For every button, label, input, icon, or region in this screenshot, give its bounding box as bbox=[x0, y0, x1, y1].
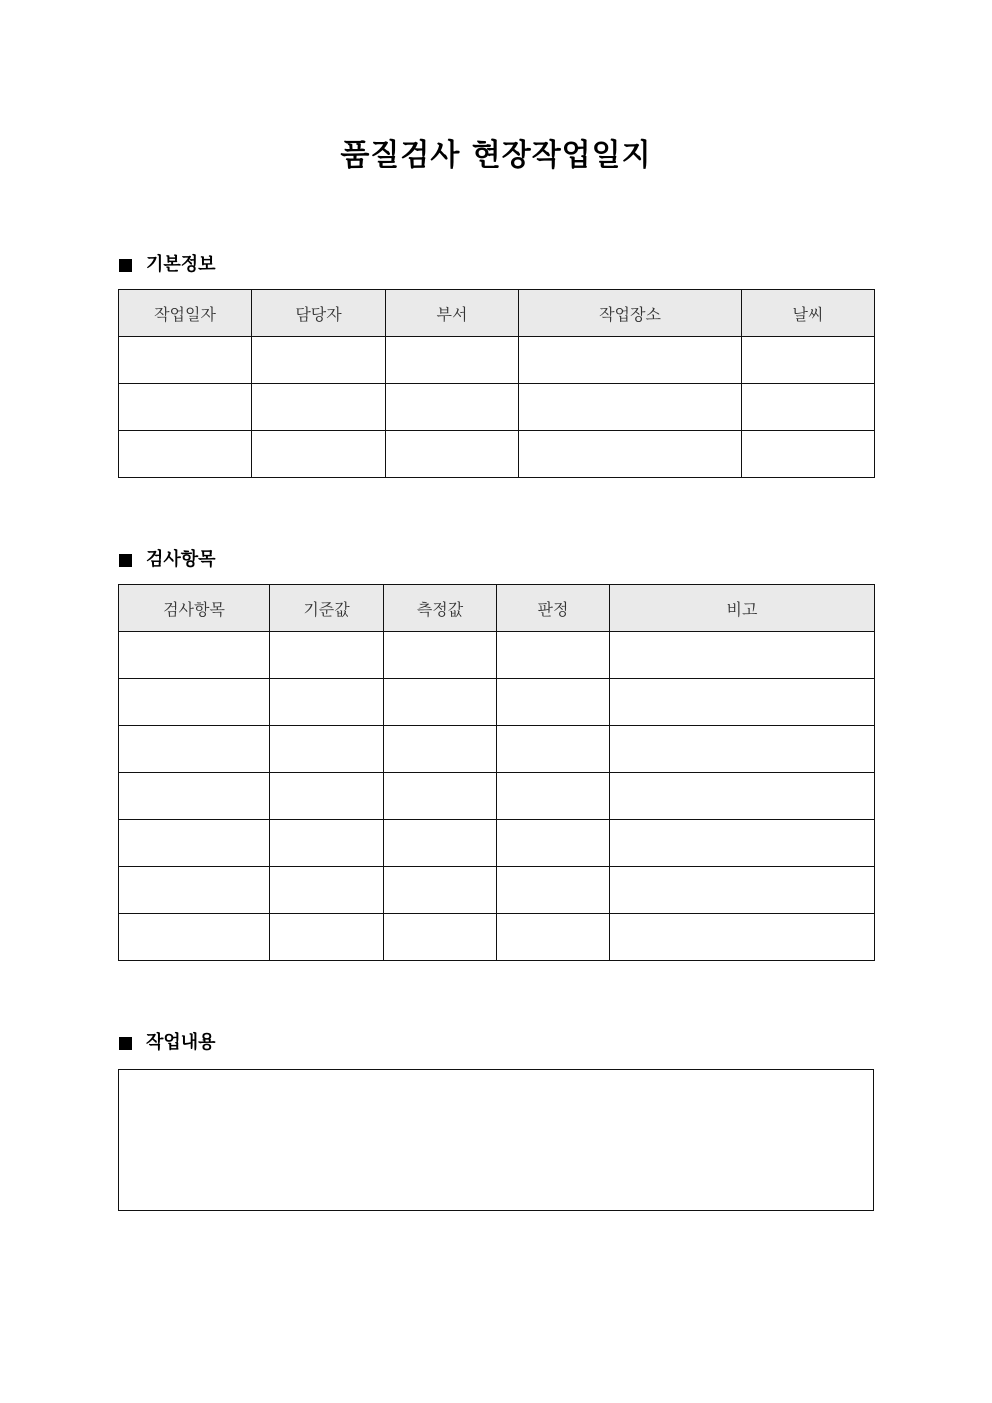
cell-remarks[interactable] bbox=[610, 632, 875, 679]
table-row bbox=[119, 726, 875, 773]
cell-measured-value[interactable] bbox=[384, 914, 497, 961]
cell-inspection-item[interactable] bbox=[119, 773, 270, 820]
square-bullet-icon bbox=[119, 554, 132, 567]
table-row bbox=[119, 679, 875, 726]
basic-info-table bbox=[118, 289, 875, 478]
cell-inspection-item[interactable] bbox=[119, 679, 270, 726]
cell-inspection-item[interactable] bbox=[119, 867, 270, 914]
table-header-row bbox=[119, 585, 875, 632]
cell-inspection-item[interactable] bbox=[119, 820, 270, 867]
column-header-department: 부서 bbox=[386, 290, 519, 337]
cell-weather[interactable] bbox=[742, 384, 875, 431]
square-bullet-icon bbox=[119, 1037, 132, 1050]
cell-judgment[interactable] bbox=[497, 914, 610, 961]
cell-standard-value[interactable] bbox=[270, 820, 384, 867]
inspection-items-table bbox=[118, 584, 875, 961]
table-row bbox=[119, 632, 875, 679]
cell-department[interactable] bbox=[386, 431, 519, 478]
column-header-person-in-charge: 담당자 bbox=[252, 290, 386, 337]
cell-weather[interactable] bbox=[742, 337, 875, 384]
document-title: 품질검사 현장작업일지 bbox=[340, 138, 652, 173]
cell-remarks[interactable] bbox=[610, 820, 875, 867]
square-bullet-icon bbox=[119, 259, 132, 272]
column-header-work-date: 작업일자 bbox=[119, 290, 252, 337]
section-heading-basic-info bbox=[119, 253, 216, 277]
column-header-work-location: 작업장소 bbox=[519, 290, 742, 337]
cell-weather[interactable] bbox=[742, 431, 875, 478]
section-heading-label: 기본정보 bbox=[146, 254, 216, 275]
cell-judgment[interactable] bbox=[497, 820, 610, 867]
section-heading-inspection-items bbox=[119, 548, 216, 572]
column-header-measured-value: 측정값 bbox=[384, 585, 497, 632]
cell-judgment[interactable] bbox=[497, 632, 610, 679]
cell-remarks[interactable] bbox=[610, 679, 875, 726]
table-row bbox=[119, 773, 875, 820]
cell-inspection-item[interactable] bbox=[119, 632, 270, 679]
cell-standard-value[interactable] bbox=[270, 914, 384, 961]
cell-measured-value[interactable] bbox=[384, 820, 497, 867]
cell-work-date[interactable] bbox=[119, 431, 252, 478]
section-heading-label: 검사항목 bbox=[146, 549, 216, 570]
cell-remarks[interactable] bbox=[610, 914, 875, 961]
cell-work-location[interactable] bbox=[519, 431, 742, 478]
cell-standard-value[interactable] bbox=[270, 773, 384, 820]
table-row bbox=[119, 914, 875, 961]
cell-remarks[interactable] bbox=[610, 867, 875, 914]
column-header-judgment: 판정 bbox=[497, 585, 610, 632]
cell-remarks[interactable] bbox=[610, 773, 875, 820]
cell-person-in-charge[interactable] bbox=[252, 337, 386, 384]
table-row bbox=[119, 431, 875, 478]
column-header-standard-value: 기준값 bbox=[270, 585, 384, 632]
cell-inspection-item[interactable] bbox=[119, 914, 270, 961]
cell-department[interactable] bbox=[386, 384, 519, 431]
column-header-inspection-item: 검사항목 bbox=[119, 585, 270, 632]
cell-measured-value[interactable] bbox=[384, 726, 497, 773]
cell-person-in-charge[interactable] bbox=[252, 384, 386, 431]
cell-work-date[interactable] bbox=[119, 384, 252, 431]
section-heading-label: 작업내용 bbox=[146, 1032, 216, 1053]
table-row bbox=[119, 867, 875, 914]
cell-judgment[interactable] bbox=[497, 773, 610, 820]
table-row bbox=[119, 384, 875, 431]
column-header-remarks: 비고 bbox=[610, 585, 875, 632]
cell-work-location[interactable] bbox=[519, 337, 742, 384]
cell-measured-value[interactable] bbox=[384, 632, 497, 679]
cell-department[interactable] bbox=[386, 337, 519, 384]
cell-judgment[interactable] bbox=[497, 726, 610, 773]
table-row bbox=[119, 820, 875, 867]
column-header-weather: 날씨 bbox=[742, 290, 875, 337]
cell-inspection-item[interactable] bbox=[119, 726, 270, 773]
cell-measured-value[interactable] bbox=[384, 679, 497, 726]
cell-standard-value[interactable] bbox=[270, 726, 384, 773]
cell-standard-value[interactable] bbox=[270, 867, 384, 914]
cell-person-in-charge[interactable] bbox=[252, 431, 386, 478]
cell-standard-value[interactable] bbox=[270, 679, 384, 726]
work-content-box[interactable] bbox=[118, 1069, 874, 1211]
cell-measured-value[interactable] bbox=[384, 773, 497, 820]
table-row bbox=[119, 337, 875, 384]
cell-work-location[interactable] bbox=[519, 384, 742, 431]
cell-work-date[interactable] bbox=[119, 337, 252, 384]
cell-judgment[interactable] bbox=[497, 867, 610, 914]
cell-judgment[interactable] bbox=[497, 679, 610, 726]
cell-remarks[interactable] bbox=[610, 726, 875, 773]
cell-measured-value[interactable] bbox=[384, 867, 497, 914]
section-heading-work-content bbox=[119, 1031, 216, 1055]
table-header-row bbox=[119, 290, 875, 337]
cell-standard-value[interactable] bbox=[270, 632, 384, 679]
